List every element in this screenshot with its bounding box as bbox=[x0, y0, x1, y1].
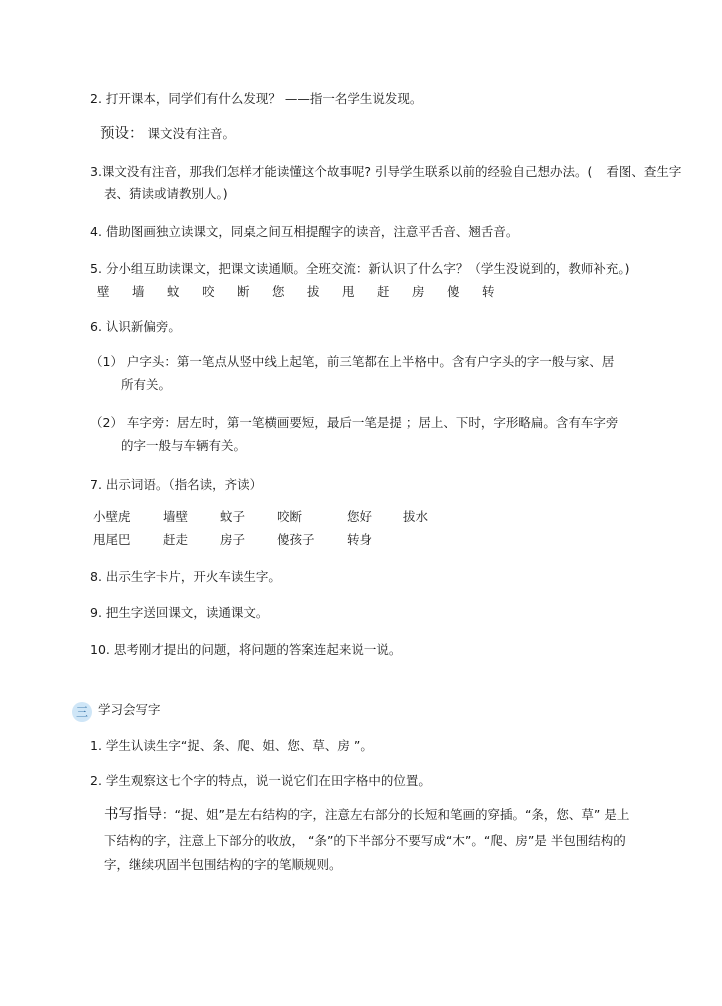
step-3-line-2: 表、猜读或请教别人。) bbox=[104, 186, 228, 201]
preset-line bbox=[100, 125, 235, 143]
section-number-badge: 三 bbox=[72, 702, 92, 722]
word-row-1 bbox=[93, 507, 453, 525]
preset-text: 课文没有注音。 bbox=[147, 126, 235, 141]
step-3-text: 3.课文没有注音，那我们怎样才能读懂这个故事呢? 引导学生联系以前的经验自己想办法。( bbox=[90, 164, 593, 179]
word-item: 甩尾巴 bbox=[93, 532, 131, 547]
step-4: 4. 借助图画独立读课文，同桌之间互相提醒字的读音，注意平舌音、翘舌音。 bbox=[90, 224, 519, 239]
step-3-line-1 bbox=[90, 163, 681, 181]
writing-guide-label: 书写指导 bbox=[104, 807, 162, 823]
new-char: 壁 bbox=[97, 284, 110, 299]
new-characters-row bbox=[97, 282, 517, 300]
word-item: 房子 bbox=[220, 532, 246, 547]
word-item: 咬断 bbox=[277, 509, 303, 524]
writing-step-2: 2. 学生观察这七个字的特点，说一说它们在田字格中的位置。 bbox=[90, 773, 431, 788]
step-5: 5. 分小组互助读课文，把课文读通顺。全班交流：新认识了什么字？（学生没说到的，教师补充。) bbox=[90, 261, 630, 276]
new-char: 拔 bbox=[307, 284, 320, 299]
word-item: 转身 bbox=[347, 532, 373, 547]
preset-label: 预设： bbox=[100, 126, 144, 142]
word-item: 赶走 bbox=[163, 532, 189, 547]
word-item: 傻孩子 bbox=[277, 532, 315, 547]
word-row-2 bbox=[93, 530, 403, 548]
new-char: 咬 bbox=[202, 284, 215, 299]
writing-guide-line-2: 下结构的字，注意上下部分的收放， “条”的下半部分不要写成“木”。“爬、房”是 半包围结构的 bbox=[104, 833, 626, 848]
radical-1-line-2: 所有关。 bbox=[121, 377, 172, 392]
new-char: 墙 bbox=[132, 284, 145, 299]
word-item: 拔水 bbox=[403, 509, 429, 524]
new-char: 转 bbox=[482, 284, 495, 299]
writing-guide-line-1 bbox=[104, 806, 629, 824]
new-char: 傻 bbox=[447, 284, 460, 299]
radical-2-line-1: （2） 车字旁：居左时，第一笔横画要短，最后一笔是提 ；居上、下时，字形略扁。含有车字旁 bbox=[90, 415, 619, 430]
step-6: 6. 认识新偏旁。 bbox=[90, 319, 181, 334]
radical-1-line-1: （1） 户字头：第一笔点从竖中线上起笔，前三笔都在上半格中。含有户字头的字一般与家、居 bbox=[90, 354, 615, 369]
new-char: 您 bbox=[272, 284, 285, 299]
writing-guide-line-3: 字，继续巩固半包围结构的字的笔顺规则。 bbox=[104, 857, 342, 872]
word-item: 墙壁 bbox=[163, 509, 189, 524]
radical-2-line-2: 的字一般与车辆有关。 bbox=[121, 438, 247, 453]
writing-step-1: 1. 学生认读生字“捉、条、爬、姐、您、草、房 ”。 bbox=[90, 738, 373, 753]
step-10: 10. 思考刚才提出的问题，将问题的答案连起来说一说。 bbox=[90, 642, 402, 657]
step-8: 8. 出示生字卡片，开火车读生字。 bbox=[90, 569, 281, 584]
step-9: 9. 把生字送回课文，读通课文。 bbox=[90, 605, 269, 620]
word-item: 蚊子 bbox=[220, 509, 246, 524]
word-item: 小壁虎 bbox=[93, 509, 131, 524]
step-2: 2. 打开课本，同学们有什么发现？ ——指一名学生说发现。 bbox=[90, 91, 423, 106]
step-7: 7. 出示词语。（指名读，齐读） bbox=[90, 477, 263, 492]
new-char: 甩 bbox=[342, 284, 355, 299]
new-char: 赶 bbox=[377, 284, 390, 299]
new-char: 房 bbox=[412, 284, 425, 299]
new-char: 蚊 bbox=[167, 284, 180, 299]
step-3-tail: 看图、查生字 bbox=[606, 164, 682, 179]
word-item: 您好 bbox=[347, 509, 373, 524]
writing-guide-text-1: ：“捉、姐”是左右结构的字，注意左右部分的长短和笔画的穿插。“条，您、草” 是上 bbox=[162, 807, 630, 822]
section-title: 学习会写字 bbox=[98, 702, 161, 717]
new-char: 断 bbox=[237, 284, 250, 299]
